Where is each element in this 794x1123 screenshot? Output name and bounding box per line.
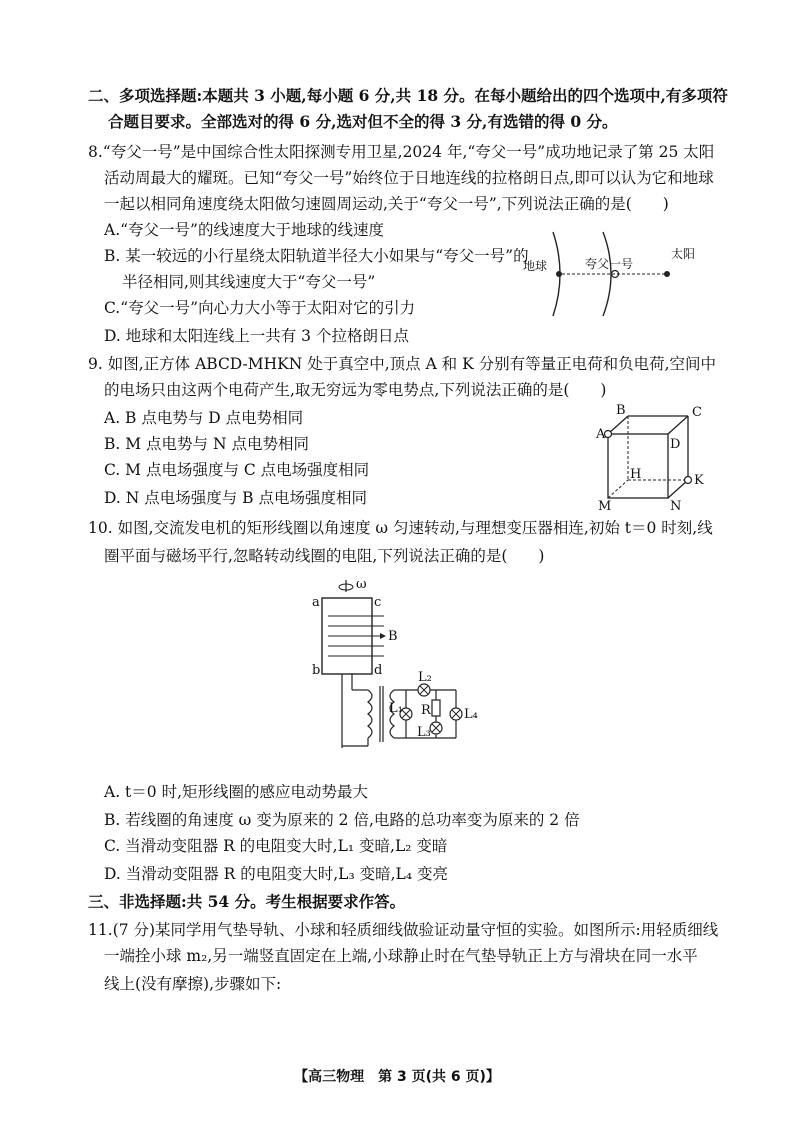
coil-corner-a: a (312, 595, 320, 610)
lamp-l3-label: L₃ (417, 725, 431, 740)
vertex-c-label: C (692, 405, 702, 420)
cube-front-face (608, 434, 668, 498)
lamp-l4-label: L₄ (464, 707, 478, 722)
omega-label: ω (356, 578, 367, 592)
section-2-heading-line-1: 二、多项选择题:本题共 3 小题,每小题 6 分,共 18 分。在每小题给出的四个选项中,有多项符 (88, 86, 728, 105)
q9-option-a: A. B 点电势与 D 点电势相同 (104, 409, 304, 427)
q11-stem-line-2: 一端拴小球 m₂,另一端竖直固定在上端,小球静止时在气垫导轨正上方与滑块在同一水平 (104, 947, 698, 965)
q8-option-b-line-1: B. 某一较远的小行星绕太阳轨道半径大小如果与“夸父一号”的 (104, 247, 529, 265)
sun-label: 太阳 (671, 247, 696, 261)
q10-option-c: C. 当滑动变阻器 R 的电阻变大时,L₁ 变暗,L₂ 变暗 (104, 837, 448, 855)
q9-stem-line-1: 9. 如图,正方体 ABCD-MHKN 处于真空中,顶点 A 和 K 分别有等量正电荷和负电荷,空间中 (88, 355, 717, 373)
q10-stem-line-2: 圈平面与磁场平行,忽略转动线圈的电阻,下列说法正确的是( ) (104, 547, 545, 565)
q8-stem-line-3: 一起以相同角速度绕太阳做匀速圆周运动,关于“夸父一号”,下列说法正确的是( ) (104, 195, 669, 213)
q10-circuit-figure (306, 578, 496, 748)
field-arrow (380, 633, 386, 639)
vertex-h-label: H (630, 467, 642, 482)
rheostat-label: R (421, 703, 431, 718)
earth-dot (556, 271, 562, 277)
vertex-a-label: A (596, 427, 606, 442)
charge-k-marker (685, 477, 692, 484)
q8-stem-line-2: 活动周最大的耀斑。已知“夸父一号”始终位于日地连线的拉格朗日点,即可以认为它和地球 (104, 169, 714, 187)
q10-option-b: B. 若线圈的角速度 ω 变为原来的 2 倍,电路的总功率变为原来的 2 倍 (104, 811, 580, 829)
rheostat-r (432, 700, 440, 716)
q9-option-b: B. M 点电势与 N 点电势相同 (104, 435, 309, 453)
lamp-l2-label: L₂ (418, 670, 432, 685)
coil-corner-c: c (374, 595, 382, 610)
field-b-label: B (388, 629, 398, 644)
coil-corner-b: b (312, 663, 321, 678)
q11-stem-line-1: 11.(7 分)某同学用气垫导轨、小球和轻质细线做验证动量守恒的实验。如图所示:用轻质细线 (88, 921, 719, 939)
vertex-b-label: B (616, 403, 626, 418)
q8-option-d: D. 地球和太阳连线上一共有 3 个拉格朗日点 (104, 327, 409, 345)
vertex-k-label: K (694, 473, 704, 488)
q8-orbit-figure (515, 228, 715, 320)
q9-stem-line-2: 的电场只由这两个电荷产生,取无穷远为零电势点,下列说法正确的是( ) (104, 381, 607, 399)
page-footer: 【高三物理 第 3 页(共 6 页)】 (294, 1069, 500, 1085)
probe-label: 夸父一号 (585, 257, 634, 271)
sun-dot (664, 271, 670, 277)
q9-option-c: C. M 点电场强度与 C 点电场强度相同 (104, 461, 370, 479)
q10-option-a: A. t＝0 时,矩形线圈的感应电动势最大 (104, 783, 368, 801)
q8-option-c: C.“夸父一号”向心力大小等于太阳对它的引力 (104, 299, 416, 317)
charge-a-marker (605, 431, 612, 438)
q11-stem-line-3: 线上(没有摩擦),步骤如下: (104, 975, 282, 993)
cube-edge-dc (668, 416, 688, 434)
q8-option-b-line-2: 半径相同,则其线速度大于“夸父一号” (122, 273, 376, 291)
q8-option-a: A.“夸父一号”的线速度大于地球的线速度 (104, 221, 384, 239)
cube-edge-bottom-left (608, 480, 628, 498)
section-2-heading-line-2: 合题目要求。全部选对的得 6 分,选对但不全的得 3 分,有选错的得 0 分。 (108, 112, 618, 131)
section-3-heading: 三、非选择题:共 54 分。考生根据要求作答。 (88, 892, 406, 911)
q9-cube-figure (588, 402, 708, 514)
primary-coil (368, 690, 372, 738)
q9-option-d: D. N 点电场强度与 B 点电场强度相同 (104, 489, 367, 507)
vertex-d-label: D (670, 437, 681, 452)
vertex-m-label: M (598, 499, 612, 514)
q10-option-d: D. 当滑动变阻器 R 的电阻变大时,L₃ 变暗,L₄ 变亮 (104, 865, 448, 883)
vertex-n-label: N (670, 499, 682, 514)
q10-stem-line-1: 10. 如图,交流发电机的矩形线圈以角速度 ω 匀速转动,与理想变压器相连,初始 t＝0 时刻,线 (88, 519, 713, 537)
lamp-l1-label: L₁ (389, 701, 403, 716)
q8-stem-line-1: 8.“夸父一号”是中国综合性太阳探测专用卫星,2024 年,“夸父一号”成功地记录了第 25 太阳 (88, 143, 715, 161)
coil-corner-d: d (374, 663, 383, 678)
earth-label: 地球 (523, 259, 548, 273)
